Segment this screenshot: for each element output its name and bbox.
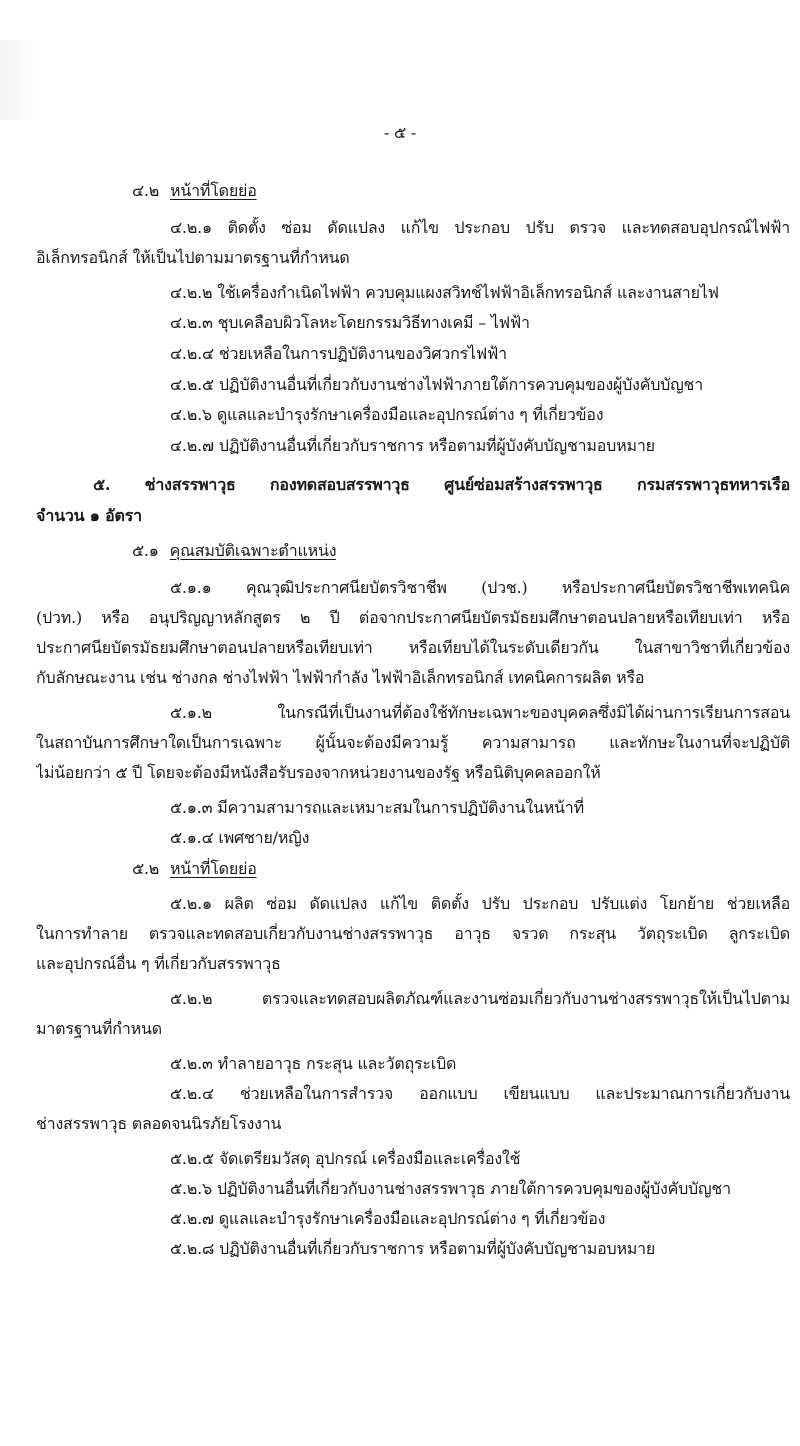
section-number: ๕.๒ [132,859,160,878]
qual-5-1-1-line-2: (ปวท.) หรือ อนุปริญญาหลักสูตร ๒ ปี ต่อจากประกาศนียบัตรมัธยมศึกษาตอนปลายหรือเทียบเท่า หรือ [36,608,790,627]
duty-5-2-3: ๕.๒.๓ ทำลายอาวุธ กระสุน และวัตถุระเบิด [170,1054,457,1073]
duty-5-2-1-line-3: และอุปกรณ์อื่น ๆ ที่เกี่ยวกับสรรพาวุธ [36,954,281,973]
qual-5-1-2-line-1: ๕.๑.๒ ในกรณีที่เป็นงานที่ต้องใช้ทักษะเฉพาะของบุคคลซึ่งมิได้ผ่านการเรียนการสอน [170,703,790,722]
qual-5-1-1-line-1: ๕.๑.๑ คุณวุฒิประกาศนียบัตรวิชาชีพ (ปวช.) หรือประกาศนียบัตรวิชาชีพเทคนิค [170,578,790,597]
qual-5-1-1-line-4: กับลักษณะงาน เช่น ช่างกล ช่างไฟฟ้า ไฟฟ้ากำลัง ไฟฟ้าอิเล็กทรอนิกส์ เทคนิคการผลิต หรือ [36,668,645,687]
duty-5-2-6: ๕.๒.๖ ปฏิบัติงานอื่นที่เกี่ยวกับงานช่างสรรพาวุธ ภายใต้การควบคุมของผู้บังคับบัญชา [170,1179,731,1198]
qual-5-1-4: ๕.๑.๔ เพศชาย/หญิง [170,828,310,847]
qual-5-1-1-line-3: ประกาศนียบัตรมัธยมศึกษาตอนปลายหรือเทียบเท่า หรือเทียบได้ในระดับเดียวกัน ในสาขาวิชาที่เกี่ยวข้อง [36,638,790,657]
duty-5-2-8: ๕.๒.๘ ปฏิบัติงานอื่นที่เกี่ยวกับราชการ หรือตามที่ผู้บังคับบัญชามอบหมาย [170,1239,656,1258]
duty-5-2-1-line-1: ๕.๒.๑ ผลิต ซ่อม ดัดแปลง แก้ไข ติดตั้ง ปรับ ประกอบ ปรับแต่ง โยกย้าย ช่วยเหลือ [170,894,790,913]
duty-5-2-4-line-2: ช่างสรรพาวุธ ตลอดจนนิรภัยโรงงาน [36,1114,282,1133]
section-4-2-heading [132,180,257,206]
duty-4-2-3: ๔.๒.๓ ชุบเคลือบผิวโลหะโดยกรรมวิธีทางเคมี – ไฟฟ้า [170,313,530,332]
duty-4-2-6: ๔.๒.๖ ดูแลและบำรุงรักษาเครื่องมือและอุปกรณ์ต่าง ๆ ที่เกี่ยวข้อง [170,405,604,424]
section-title: หน้าที่โดยย่อ [170,181,257,200]
qual-5-1-3: ๕.๑.๓ มีความสามารถและเหมาะสมในการปฏิบัติงานในหน้าที่ [170,798,584,817]
duty-4-2-1-line-1: ๔.๒.๑ ติดตั้ง ซ่อม ดัดแปลง แก้ไข ประกอบ ปรับ ตรวจ และทดสอบอุปกรณ์ไฟฟ้า [170,218,790,237]
qual-5-1-2-line-3: ไม่น้อยกว่า ๕ ปี โดยจะต้องมีหนังสือรับรองจากหน่วยงานของรัฐ หรือนิติบุคคลออกให้ [36,763,601,782]
duty-5-2-4-line-1: ๕.๒.๔ ช่วยเหลือในการสำรวจ ออกแบบ เขียนแบบ และประมาณการเกี่ยวกับงาน [170,1084,790,1103]
section-number: ๔.๒ [132,181,160,200]
scan-edge-shadow [0,40,40,120]
page-number: - ๕ - [383,123,417,142]
duty-4-2-7: ๔.๒.๗ ปฏิบัติงานอื่นที่เกี่ยวกับราชการ หรือตามที่ผู้บังคับบัญชามอบหมาย [170,436,655,455]
qual-5-1-2-line-2: ในสถาบันการศึกษาใดเป็นการเฉพาะ ผู้นั้นจะต้องมีความรู้ ความสามารถ และทักษะในงานที่จะปฏิบัติ [36,733,790,752]
duty-4-2-1-line-2: อิเล็กทรอนิกส์ ให้เป็นไปตามมาตรฐานที่กำหนด [36,248,350,267]
duty-4-2-5: ๔.๒.๕ ปฏิบัติงานอื่นที่เกี่ยวกับงานช่างไฟฟ้าภายใต้การควบคุมของผู้บังคับบัญชา [170,375,703,394]
duty-5-2-1-line-2: ในการทำลาย ตรวจและทดสอบเกี่ยวกับงานช่างสรรพาวุธ อาวุธ จรวด กระสุน วัตถุระเบิด ลูกระเบิด [36,924,790,943]
duty-5-2-5: ๕.๒.๕ จัดเตรียมวัสดุ อุปกรณ์ เครื่องมือและเครื่องใช้ [170,1149,521,1168]
section-5-1-heading [132,540,336,566]
section-title: คุณสมบัติเฉพาะตำแหน่ง [169,541,337,560]
section-title: หน้าที่โดยย่อ [170,859,257,878]
duty-5-2-7: ๕.๒.๗ ดูแลและบำรุงรักษาเครื่องมือและอุปกรณ์ต่าง ๆ ที่เกี่ยวข้อง [170,1209,606,1228]
duty-5-2-2-line-1: ๕.๒.๒ ตรวจและทดสอบผลิตภัณฑ์และงานซ่อมเกี่ยวกับงานช่างสรรพาวุธให้เป็นไปตาม [170,989,790,1008]
section-5-heading-line-1: ๕. ช่างสรรพาวุธ กองทดสอบสรรพาวุธ ศูนย์ซ่อมสร้างสรรพาวุธ กรมสรรพาวุธทหารเรือ [93,475,790,494]
duty-4-2-4: ๔.๒.๔ ช่วยเหลือในการปฏิบัติงานของวิศวกรไฟฟ้า [170,344,507,363]
section-number: ๕.๑ [132,541,159,560]
section-5-heading-line-2: จำนวน ๑ อัตรา [36,506,142,525]
duty-5-2-2-line-2: มาตรฐานที่กำหนด [36,1019,162,1038]
duty-4-2-2: ๔.๒.๒ ใช้เครื่องกำเนิดไฟฟ้า ควบคุมแผงสวิทช์ไฟฟ้าอิเล็กทรอนิกส์ และงานสายไฟ [170,283,719,302]
section-5-2-heading [132,858,257,884]
